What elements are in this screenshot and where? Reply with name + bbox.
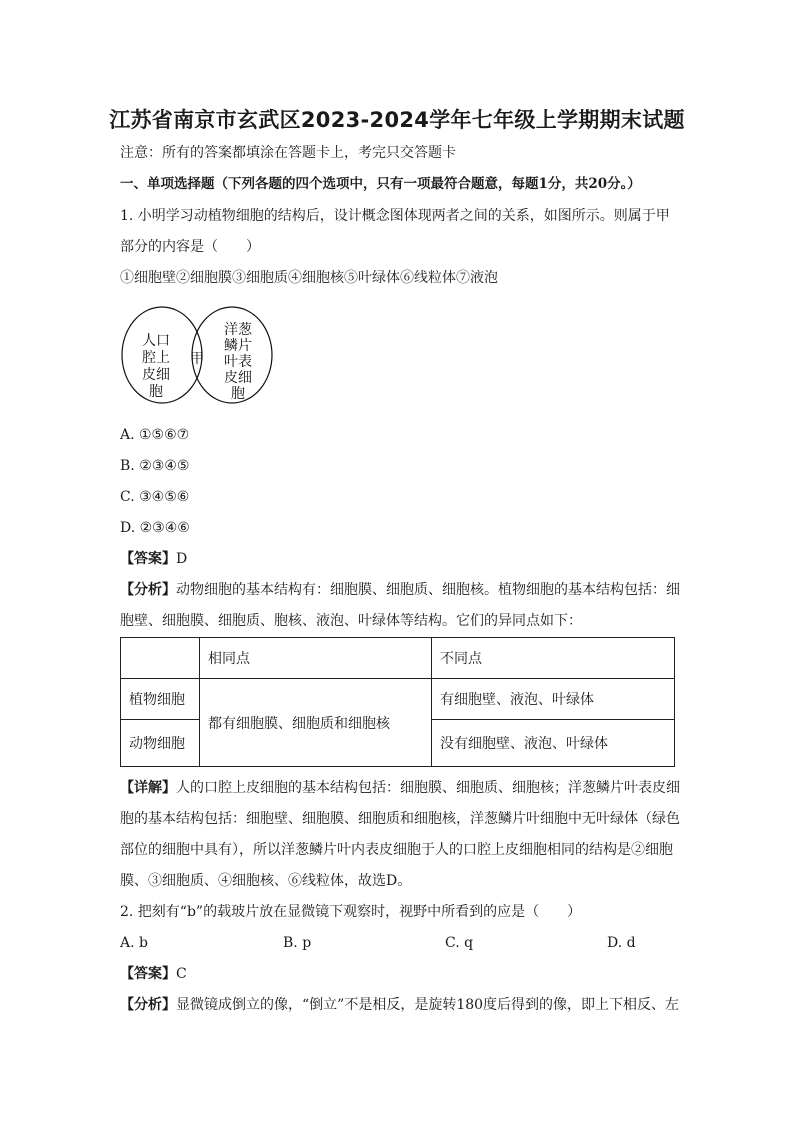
- q2-option-c: C. q: [445, 935, 474, 951]
- venn-left-label-line: 腔上: [142, 350, 170, 366]
- q1-analysis-line1: [120, 580, 680, 600]
- q2-option-d: D. d: [607, 935, 636, 951]
- q1-option-c: C. ③④⑤⑥: [120, 489, 190, 505]
- answer-tag: 【答案】: [120, 551, 176, 567]
- q2-stem: 2. 把刻有“b”的载玻片放在显微镜下观察时，视野中所看到的应是（ ）: [120, 904, 582, 920]
- venn-right-label-line: 皮细: [224, 370, 252, 386]
- venn-center-label: 甲: [190, 351, 204, 367]
- table-row-label: 动物细胞: [121, 720, 200, 767]
- analysis-text: 动物细胞的基本结构有：细胞膜、细胞质、细胞核。植物细胞的基本结构包括：细: [176, 582, 680, 598]
- q1-detail-line3: 部位的细胞中具有），所以洋葱鳞片叶内表皮细胞于人的口腔上皮细胞相同的结构是②细胞: [120, 842, 673, 858]
- q1-detail-line2: 胞的基本结构包括：细胞壁、细胞膜、细胞质和细胞核，洋葱鳞片叶细胞中无叶绿体（绿色: [120, 811, 680, 827]
- venn-right-label-line: 鳞片: [224, 338, 252, 354]
- detail-tag: 【详解】: [120, 780, 176, 796]
- q1-detail-line1: [120, 778, 680, 798]
- analysis-tag: 【分析】: [120, 997, 176, 1013]
- table-header-diff: 不同点: [432, 638, 675, 679]
- q1-option-d: D. ②③④⑥: [120, 520, 190, 536]
- table-row-label: 植物细胞: [121, 679, 200, 720]
- answer-value: D: [176, 551, 188, 567]
- section-heading: 一、单项选择题（下列各题的四个选项中，只有一项最符合题意，每题1分，共20分。）: [120, 176, 641, 192]
- q1-option-a: A. ①⑤⑥⑦: [120, 427, 190, 443]
- comparison-table: [120, 637, 675, 767]
- venn-left-label-line: 胞: [149, 384, 163, 400]
- table-cell-diff: 没有细胞壁、液泡、叶绿体: [432, 720, 675, 767]
- q2-option-b: B. p: [283, 935, 312, 951]
- table-header-blank: [121, 638, 200, 679]
- venn-right-label-line: 叶表: [224, 354, 252, 370]
- answer-tag: 【答案】: [120, 966, 176, 982]
- venn-left-label-line: 皮细: [142, 367, 170, 383]
- answer-value: C: [176, 966, 187, 982]
- q1-option-b: B. ②③④⑤: [120, 458, 190, 474]
- venn-right-label-line: 胞: [231, 386, 245, 402]
- analysis-text: 显微镜成倒立的像，“倒立”不是相反，是旋转180度后得到的像，即上下相反、左: [176, 997, 680, 1013]
- q2-answer: [120, 964, 680, 984]
- q2-analysis-line1: [120, 995, 680, 1015]
- table-header-same: 相同点: [200, 638, 432, 679]
- venn-left-label-line: 人口: [142, 333, 170, 349]
- q1-detail-line4: 膜、③细胞质、④细胞核、⑥线粒体，故选D。: [120, 873, 412, 889]
- q1-stem-line2: 部分的内容是（ ）: [120, 239, 260, 255]
- notice-text: 注意：所有的答案都填涂在答题卡上，考完只交答题卡: [120, 145, 456, 161]
- table-header-row: [121, 638, 675, 679]
- analysis-tag: 【分析】: [120, 582, 176, 598]
- table-cell-diff: 有细胞壁、液泡、叶绿体: [432, 679, 675, 720]
- table-row: [121, 679, 675, 720]
- table-cell-same: 都有细胞膜、细胞质和细胞核: [200, 679, 432, 767]
- venn-right-label-line: 洋葱: [224, 322, 252, 338]
- q1-analysis-line2: 胞壁、细胞膜、细胞质、胞核、液泡、叶绿体等结构。它们的异同点如下：: [120, 613, 582, 629]
- detail-text: 人的口腔上皮细胞的基本结构包括：细胞膜、细胞质、细胞核；洋葱鳞片叶表皮细: [176, 780, 680, 796]
- page-title: 江苏省南京市玄武区2023-2024学年七年级上学期期末试题: [109, 108, 685, 132]
- q2-option-a: A. b: [120, 935, 148, 951]
- q1-stem-line1: 1. 小明学习动植物细胞的结构后，设计概念图体现两者之间的关系，如图所示。则属于甲: [120, 208, 670, 224]
- q1-answer: [120, 549, 680, 569]
- q1-items: ①细胞壁②细胞膜③细胞质④细胞核⑤叶绿体⑥线粒体⑦液泡: [120, 270, 498, 286]
- venn-diagram: [120, 303, 280, 407]
